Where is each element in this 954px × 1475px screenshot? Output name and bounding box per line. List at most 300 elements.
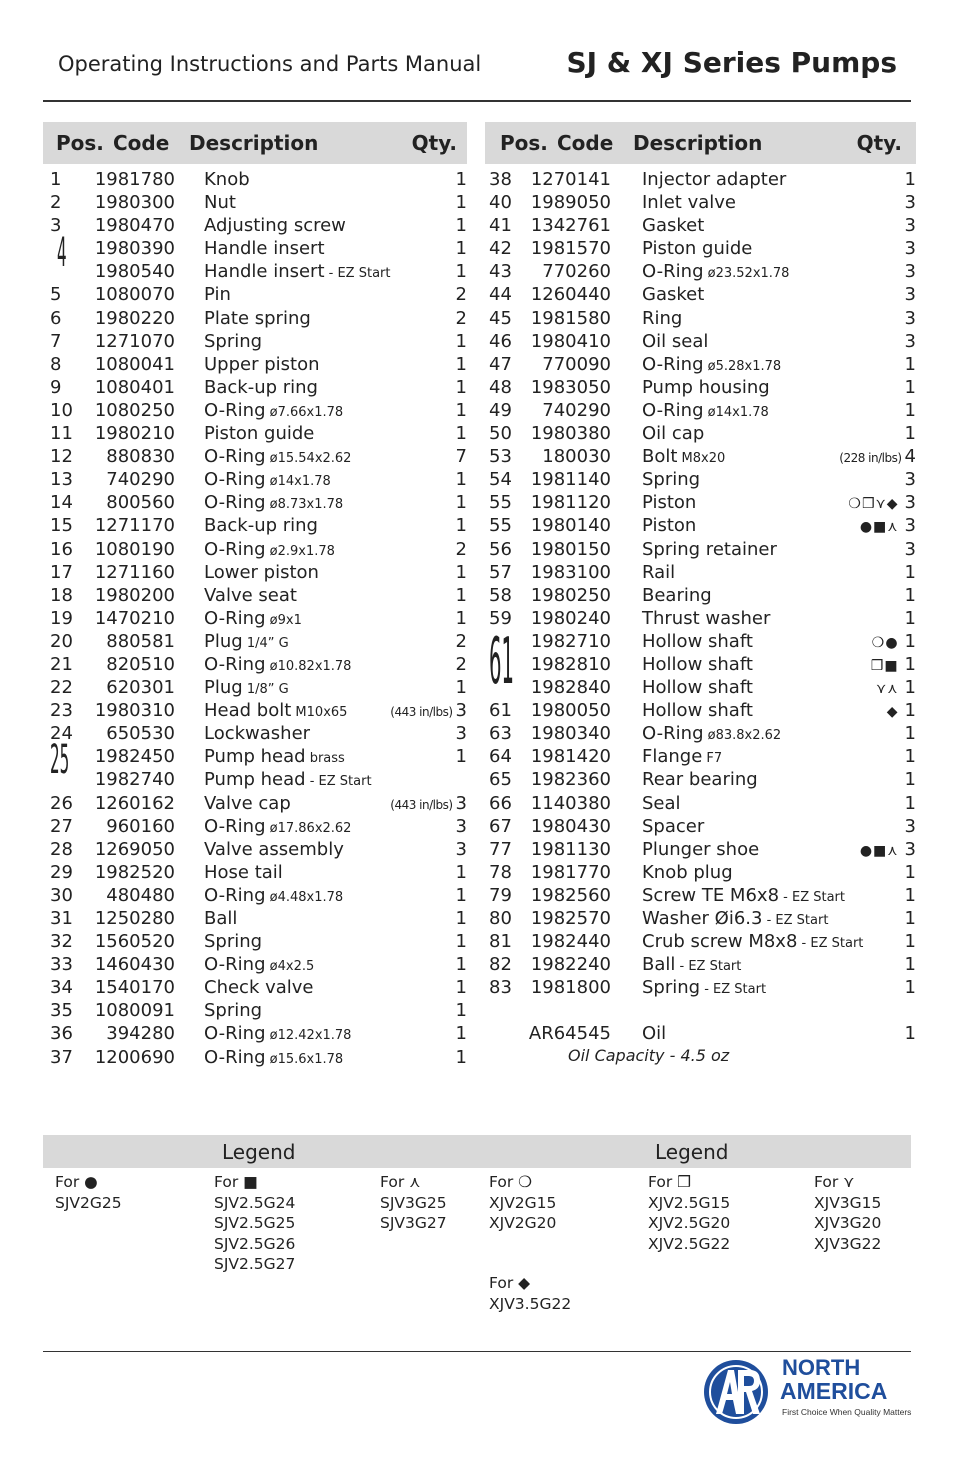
part-name: Head bolt bbox=[204, 700, 292, 722]
part-description bbox=[642, 861, 733, 886]
part-code: 1981770 bbox=[530, 861, 611, 883]
table-row bbox=[485, 861, 916, 884]
part-position: 78 bbox=[489, 861, 512, 883]
legend-group bbox=[814, 1172, 881, 1254]
part-note: ø17.86x2.62 bbox=[265, 820, 352, 836]
part-name: O-Ring bbox=[642, 353, 704, 375]
part-quantity-cell bbox=[899, 260, 916, 285]
part-position: 40 bbox=[489, 192, 512, 214]
part-name: Ring bbox=[642, 307, 683, 329]
table-row bbox=[485, 330, 916, 353]
part-name: Knob plug bbox=[642, 861, 733, 883]
part-description bbox=[204, 468, 331, 493]
part-description bbox=[204, 353, 320, 378]
part-code: 880830 bbox=[106, 446, 175, 468]
part-position: 55 bbox=[489, 492, 512, 514]
table-row bbox=[43, 653, 467, 676]
part-position: 8 bbox=[50, 353, 62, 375]
legend-model: XJV3G22 bbox=[814, 1234, 882, 1253]
table-row bbox=[485, 607, 916, 630]
model-symbols: ❒■ bbox=[870, 657, 899, 674]
part-quantity: 1 bbox=[904, 423, 916, 445]
table-row bbox=[485, 630, 916, 653]
part-quantity-cell bbox=[899, 722, 916, 747]
part-name: O-Ring bbox=[204, 607, 266, 629]
part-name: Piston guide bbox=[204, 423, 315, 445]
part-quantity-cell bbox=[450, 330, 467, 355]
part-description bbox=[204, 1022, 351, 1047]
part-quantity: 1 bbox=[455, 353, 467, 375]
part-quantity-cell bbox=[450, 861, 467, 886]
part-note: - EZ Start bbox=[779, 889, 845, 905]
part-code: 1981120 bbox=[530, 492, 611, 514]
part-quantity: 1 bbox=[455, 561, 467, 583]
pos-header: Pos. bbox=[500, 131, 548, 155]
part-name: Valve assembly bbox=[204, 838, 344, 860]
part-quantity-cell bbox=[450, 468, 467, 493]
part-position: 66 bbox=[489, 792, 512, 814]
table-row bbox=[43, 699, 467, 722]
part-note: M8x20 bbox=[677, 451, 726, 467]
legend-title: Legend bbox=[222, 1140, 296, 1164]
part-code: 1980390 bbox=[94, 238, 175, 260]
part-quantity-cell bbox=[899, 307, 916, 332]
part-code: 1080401 bbox=[94, 376, 175, 398]
part-name: Plug bbox=[204, 677, 243, 699]
part-code: 1980150 bbox=[530, 538, 611, 560]
part-code: 1981130 bbox=[530, 838, 611, 860]
legend-model: SJV2.5G27 bbox=[214, 1255, 296, 1273]
part-quantity: 1 bbox=[904, 584, 916, 606]
part-code: 1980300 bbox=[94, 192, 175, 214]
part-quantity: 1 bbox=[455, 931, 467, 953]
part-quantity-cell bbox=[450, 999, 467, 1024]
part-description bbox=[642, 514, 696, 539]
part-name: Plunger shoe bbox=[642, 838, 760, 860]
part-position: 33 bbox=[50, 954, 73, 976]
table-row bbox=[485, 191, 916, 214]
legend-group bbox=[214, 1172, 295, 1275]
part-position: 15 bbox=[50, 515, 73, 537]
legend-model: SJV3G25 bbox=[380, 1193, 447, 1212]
part-name: Valve cap bbox=[204, 792, 291, 814]
part-note: M10x65 bbox=[291, 705, 348, 721]
part-position: 21 bbox=[50, 653, 73, 675]
table-row bbox=[43, 422, 467, 445]
part-description bbox=[642, 353, 781, 378]
table-row bbox=[43, 815, 467, 838]
part-name: Screw TE M6x8 bbox=[642, 884, 780, 906]
table-row bbox=[485, 168, 916, 191]
part-position: 1 bbox=[50, 169, 62, 190]
oil-capacity: Oil Capacity - 4.5 oz bbox=[568, 1046, 730, 1065]
part-code: 480480 bbox=[106, 884, 175, 906]
table-row bbox=[485, 561, 916, 584]
legend-header-right bbox=[475, 1135, 911, 1168]
table-row bbox=[485, 422, 916, 445]
part-code: 1981420 bbox=[530, 746, 611, 768]
legend-group bbox=[489, 1273, 571, 1314]
part-code: 180030 bbox=[542, 446, 611, 468]
part-note: ø14x1.78 bbox=[703, 404, 769, 420]
part-name: Spring bbox=[204, 931, 263, 953]
part-description bbox=[204, 491, 343, 516]
part-code: 1983100 bbox=[530, 561, 611, 583]
part-description bbox=[204, 699, 347, 724]
part-position: 83 bbox=[489, 977, 512, 999]
table-row bbox=[485, 445, 916, 468]
part-description bbox=[642, 745, 722, 770]
part-description bbox=[642, 307, 682, 332]
table-row bbox=[43, 607, 467, 630]
part-description bbox=[204, 792, 291, 817]
part-quantity-cell bbox=[899, 768, 916, 793]
part-note: ø15.54x2.62 bbox=[265, 451, 352, 467]
part-quantity-cell bbox=[450, 653, 467, 678]
logo-line-north: NORTH bbox=[782, 1355, 861, 1380]
part-quantity: 3 bbox=[904, 307, 916, 329]
table-row bbox=[485, 676, 916, 699]
part-quantity: 3 bbox=[904, 838, 916, 860]
part-description bbox=[642, 976, 766, 1001]
part-position: 13 bbox=[50, 469, 73, 491]
part-position: 56 bbox=[489, 538, 512, 560]
part-code: 1470210 bbox=[94, 607, 175, 629]
part-quantity: 2 bbox=[455, 653, 467, 675]
part-position: 47 bbox=[489, 353, 512, 375]
part-code: 1140380 bbox=[530, 792, 611, 814]
part-name: Injector adapter bbox=[642, 169, 787, 190]
part-name: Nut bbox=[204, 192, 236, 214]
table-row bbox=[43, 768, 467, 791]
part-quantity-cell bbox=[899, 792, 916, 817]
part-name: Gasket bbox=[642, 284, 705, 306]
part-quantity: 1 bbox=[904, 376, 916, 398]
part-description bbox=[204, 191, 236, 216]
part-note: ø4.48x1.78 bbox=[265, 889, 344, 905]
part-description bbox=[642, 330, 708, 355]
qty-header: Qty. bbox=[856, 131, 902, 155]
part-quantity: 1 bbox=[455, 238, 467, 260]
part-code: 1980540 bbox=[94, 261, 175, 283]
part-description bbox=[204, 330, 262, 355]
part-code: 770260 bbox=[542, 261, 611, 283]
part-quantity: 1 bbox=[904, 700, 916, 722]
part-quantity-cell bbox=[899, 745, 916, 770]
part-note: ø2.9x1.78 bbox=[265, 543, 335, 559]
part-name: O-Ring bbox=[204, 469, 266, 491]
part-code: 1982570 bbox=[530, 908, 611, 929]
table-row bbox=[485, 514, 916, 537]
part-quantity: 3 bbox=[904, 261, 916, 283]
part-quantity-cell bbox=[450, 907, 467, 932]
part-quantity: 7 bbox=[455, 446, 467, 468]
part-name: Hollow shaft bbox=[642, 700, 753, 722]
table-row bbox=[485, 976, 916, 999]
part-description bbox=[204, 930, 262, 955]
part-position: 12 bbox=[50, 446, 73, 468]
part-position: 19 bbox=[50, 607, 73, 629]
part-name: O-Ring bbox=[204, 1046, 266, 1068]
part-quantity: 1 bbox=[904, 769, 916, 791]
part-position: 22 bbox=[50, 677, 73, 699]
part-description bbox=[204, 422, 314, 447]
part-code: 1982560 bbox=[530, 884, 611, 906]
part-note: ø14x1.78 bbox=[265, 474, 331, 490]
part-quantity-cell bbox=[450, 191, 467, 216]
part-quantity-cell bbox=[860, 838, 916, 863]
part-position: 48 bbox=[489, 376, 512, 398]
legend-model: XJV3.5G22 bbox=[489, 1294, 572, 1313]
part-quantity-cell bbox=[876, 676, 916, 701]
part-quantity-cell bbox=[450, 745, 467, 770]
part-name: O-Ring bbox=[204, 446, 266, 468]
part-note: 1/4” G bbox=[242, 635, 289, 651]
table-row bbox=[485, 930, 916, 953]
part-name: Seal bbox=[642, 792, 681, 814]
table-row bbox=[485, 353, 916, 376]
part-name: Piston guide bbox=[642, 238, 753, 260]
table-row bbox=[43, 307, 467, 330]
table-row bbox=[485, 768, 916, 791]
part-quantity: 1 bbox=[455, 908, 467, 929]
part-quantity: 3 bbox=[455, 838, 467, 860]
part-quantity: 1 bbox=[455, 330, 467, 352]
part-name: Upper piston bbox=[204, 353, 320, 375]
part-position: 29 bbox=[50, 861, 73, 883]
table-row bbox=[43, 630, 467, 653]
table-row bbox=[485, 838, 916, 861]
part-code: 1982440 bbox=[530, 931, 611, 953]
part-code: 820510 bbox=[106, 653, 175, 675]
part-code: 394280 bbox=[106, 1023, 175, 1045]
part-quantity-cell bbox=[450, 976, 467, 1001]
part-quantity-cell bbox=[450, 630, 467, 655]
part-name: Back-up ring bbox=[204, 376, 318, 398]
part-code: 1982740 bbox=[94, 769, 175, 791]
table-row bbox=[485, 283, 916, 306]
part-note: ø12.42x1.78 bbox=[265, 1028, 352, 1044]
part-quantity: 1 bbox=[904, 677, 916, 699]
part-description bbox=[642, 699, 753, 724]
part-quantity-cell bbox=[450, 607, 467, 632]
logo-line-america: AMERICA bbox=[780, 1378, 888, 1404]
part-name: Oil cap bbox=[642, 423, 705, 445]
part-quantity-cell bbox=[848, 491, 916, 516]
part-name: Pump head bbox=[204, 769, 306, 791]
part-quantity: 3 bbox=[904, 284, 916, 306]
part-position: 43 bbox=[489, 261, 512, 283]
part-name: Gasket bbox=[642, 215, 705, 237]
part-position: 16 bbox=[50, 538, 73, 560]
part-description bbox=[642, 445, 725, 470]
part-name: Bearing bbox=[642, 584, 712, 606]
part-quantity: 1 bbox=[455, 861, 467, 883]
part-note: - EZ Start bbox=[797, 936, 864, 952]
part-quantity-cell bbox=[450, 838, 467, 863]
part-description bbox=[642, 191, 736, 216]
part-note: ø8.73x1.78 bbox=[265, 497, 344, 513]
part-quantity: 1 bbox=[455, 469, 467, 491]
model-symbols: ◆ bbox=[886, 704, 899, 721]
part-position: 34 bbox=[50, 977, 73, 999]
torque-spec: (443 in/lbs) bbox=[390, 797, 453, 812]
part-quantity: 1 bbox=[904, 977, 916, 999]
part-quantity-cell bbox=[899, 584, 916, 609]
part-code: 740290 bbox=[542, 399, 611, 421]
part-position: 14 bbox=[50, 492, 73, 514]
part-position: 30 bbox=[50, 884, 73, 906]
table-row bbox=[485, 399, 916, 422]
part-code: 1980430 bbox=[530, 815, 611, 837]
part-name: Hollow shaft bbox=[642, 653, 753, 675]
part-name: Pump housing bbox=[642, 376, 770, 398]
part-quantity: 3 bbox=[904, 469, 916, 491]
table-row bbox=[43, 260, 467, 283]
part-quantity-cell bbox=[450, 514, 467, 539]
part-description bbox=[642, 561, 675, 586]
part-name: Spring bbox=[204, 1000, 263, 1022]
part-quantity-cell bbox=[450, 1022, 467, 1047]
part-quantity-cell bbox=[860, 514, 916, 539]
part-note: - EZ Start bbox=[305, 774, 372, 790]
table-row bbox=[43, 976, 467, 999]
table-row bbox=[485, 815, 916, 838]
part-description bbox=[204, 260, 390, 285]
part-quantity-cell bbox=[836, 445, 916, 470]
part-description bbox=[642, 283, 704, 308]
table-row bbox=[485, 214, 916, 237]
model-symbols: ❍❒⋎◆ bbox=[848, 496, 899, 513]
legend-model: XJV2.5G15 bbox=[648, 1193, 731, 1212]
part-code: 1980380 bbox=[530, 423, 611, 445]
part-quantity-cell bbox=[899, 422, 916, 447]
part-quantity: 1 bbox=[904, 653, 916, 675]
part-quantity-cell bbox=[450, 884, 467, 909]
part-quantity: 1 bbox=[455, 169, 467, 190]
part-code: 1250280 bbox=[94, 908, 175, 929]
part-description bbox=[204, 514, 318, 539]
part-position: 37 bbox=[50, 1046, 73, 1068]
part-position: 5 bbox=[50, 284, 62, 306]
part-quantity-cell bbox=[899, 861, 916, 886]
page-title: SJ & XJ Series Pumps bbox=[566, 46, 897, 79]
part-code: 1269050 bbox=[94, 838, 175, 860]
part-code: 1560520 bbox=[94, 931, 175, 953]
part-quantity-cell bbox=[899, 283, 916, 308]
part-quantity: 1 bbox=[455, 954, 467, 976]
part-quantity: 1 bbox=[455, 376, 467, 398]
part-quantity-cell bbox=[450, 307, 467, 332]
part-name: Piston bbox=[642, 492, 697, 514]
part-description bbox=[204, 838, 344, 863]
part-description bbox=[642, 722, 781, 747]
part-code: 650530 bbox=[106, 723, 175, 745]
table-row bbox=[43, 491, 467, 514]
part-description bbox=[204, 584, 297, 609]
part-quantity: 1 bbox=[904, 353, 916, 375]
part-position: 23 bbox=[50, 700, 73, 722]
part-position: 45 bbox=[489, 307, 512, 329]
table-row bbox=[485, 792, 916, 815]
group-position-4: 4 bbox=[57, 230, 67, 276]
part-description bbox=[204, 815, 351, 840]
part-code: AR64545 bbox=[528, 1023, 611, 1045]
part-code: 1080250 bbox=[94, 399, 175, 421]
part-position: 20 bbox=[50, 630, 73, 652]
part-quantity-cell bbox=[450, 376, 467, 401]
legend-group bbox=[648, 1172, 730, 1254]
table-row bbox=[43, 953, 467, 976]
part-quantity: 1 bbox=[904, 746, 916, 768]
part-description bbox=[642, 653, 753, 678]
legend-model: XJV3G15 bbox=[814, 1193, 882, 1212]
part-description bbox=[642, 815, 704, 840]
part-quantity-cell bbox=[872, 630, 916, 655]
part-position: 10 bbox=[50, 399, 73, 421]
part-name: Washer Øi6.3 bbox=[642, 908, 763, 929]
part-quantity-cell bbox=[899, 191, 916, 216]
part-quantity: 1 bbox=[455, 423, 467, 445]
qty-header: Qty. bbox=[411, 131, 457, 155]
table-row bbox=[43, 930, 467, 953]
part-code: 1980310 bbox=[94, 700, 175, 722]
part-position: 64 bbox=[489, 746, 512, 768]
part-description bbox=[642, 630, 753, 655]
part-quantity-cell bbox=[450, 214, 467, 239]
part-code: 1980050 bbox=[530, 700, 611, 722]
legend-model: XJV2.5G22 bbox=[648, 1234, 731, 1253]
part-name: Oil seal bbox=[642, 330, 709, 352]
part-note: - EZ Start bbox=[675, 959, 742, 975]
model-symbols: ⋎⋏ bbox=[876, 681, 899, 698]
part-position: 67 bbox=[489, 815, 512, 837]
part-position: 18 bbox=[50, 584, 73, 606]
legend-model: SJV2G25 bbox=[55, 1193, 122, 1212]
part-quantity-cell bbox=[899, 214, 916, 239]
part-note: F7 bbox=[702, 751, 723, 767]
part-quantity: 1 bbox=[455, 1000, 467, 1022]
legend-model: SJV2.5G24 bbox=[214, 1193, 296, 1212]
part-description bbox=[204, 907, 237, 932]
part-description bbox=[642, 260, 789, 285]
part-name: Knob bbox=[204, 169, 250, 190]
part-quantity: 1 bbox=[455, 492, 467, 514]
part-position: 82 bbox=[489, 954, 512, 976]
part-code: 1080041 bbox=[94, 353, 175, 375]
table-row bbox=[485, 999, 916, 1022]
part-name: Rail bbox=[642, 561, 676, 583]
part-quantity-cell bbox=[450, 676, 467, 701]
part-note: - EZ Start bbox=[324, 266, 391, 282]
part-quantity-cell bbox=[899, 1022, 916, 1047]
part-quantity-cell bbox=[871, 653, 916, 678]
part-code: 1980410 bbox=[530, 330, 611, 352]
table-row bbox=[43, 283, 467, 306]
part-name: Spring bbox=[204, 330, 263, 352]
part-code: 800560 bbox=[106, 492, 175, 514]
table-row bbox=[485, 491, 916, 514]
part-note: ø5.28x1.78 bbox=[703, 358, 782, 374]
table-row bbox=[485, 953, 916, 976]
legend-label: For ⋏ bbox=[380, 1173, 421, 1191]
part-description bbox=[642, 168, 786, 193]
part-quantity: 1 bbox=[455, 1046, 467, 1068]
part-position: 41 bbox=[489, 215, 512, 237]
legend-label: For ⋎ bbox=[814, 1173, 855, 1191]
part-quantity-cell bbox=[899, 815, 916, 840]
top-divider bbox=[43, 100, 911, 102]
